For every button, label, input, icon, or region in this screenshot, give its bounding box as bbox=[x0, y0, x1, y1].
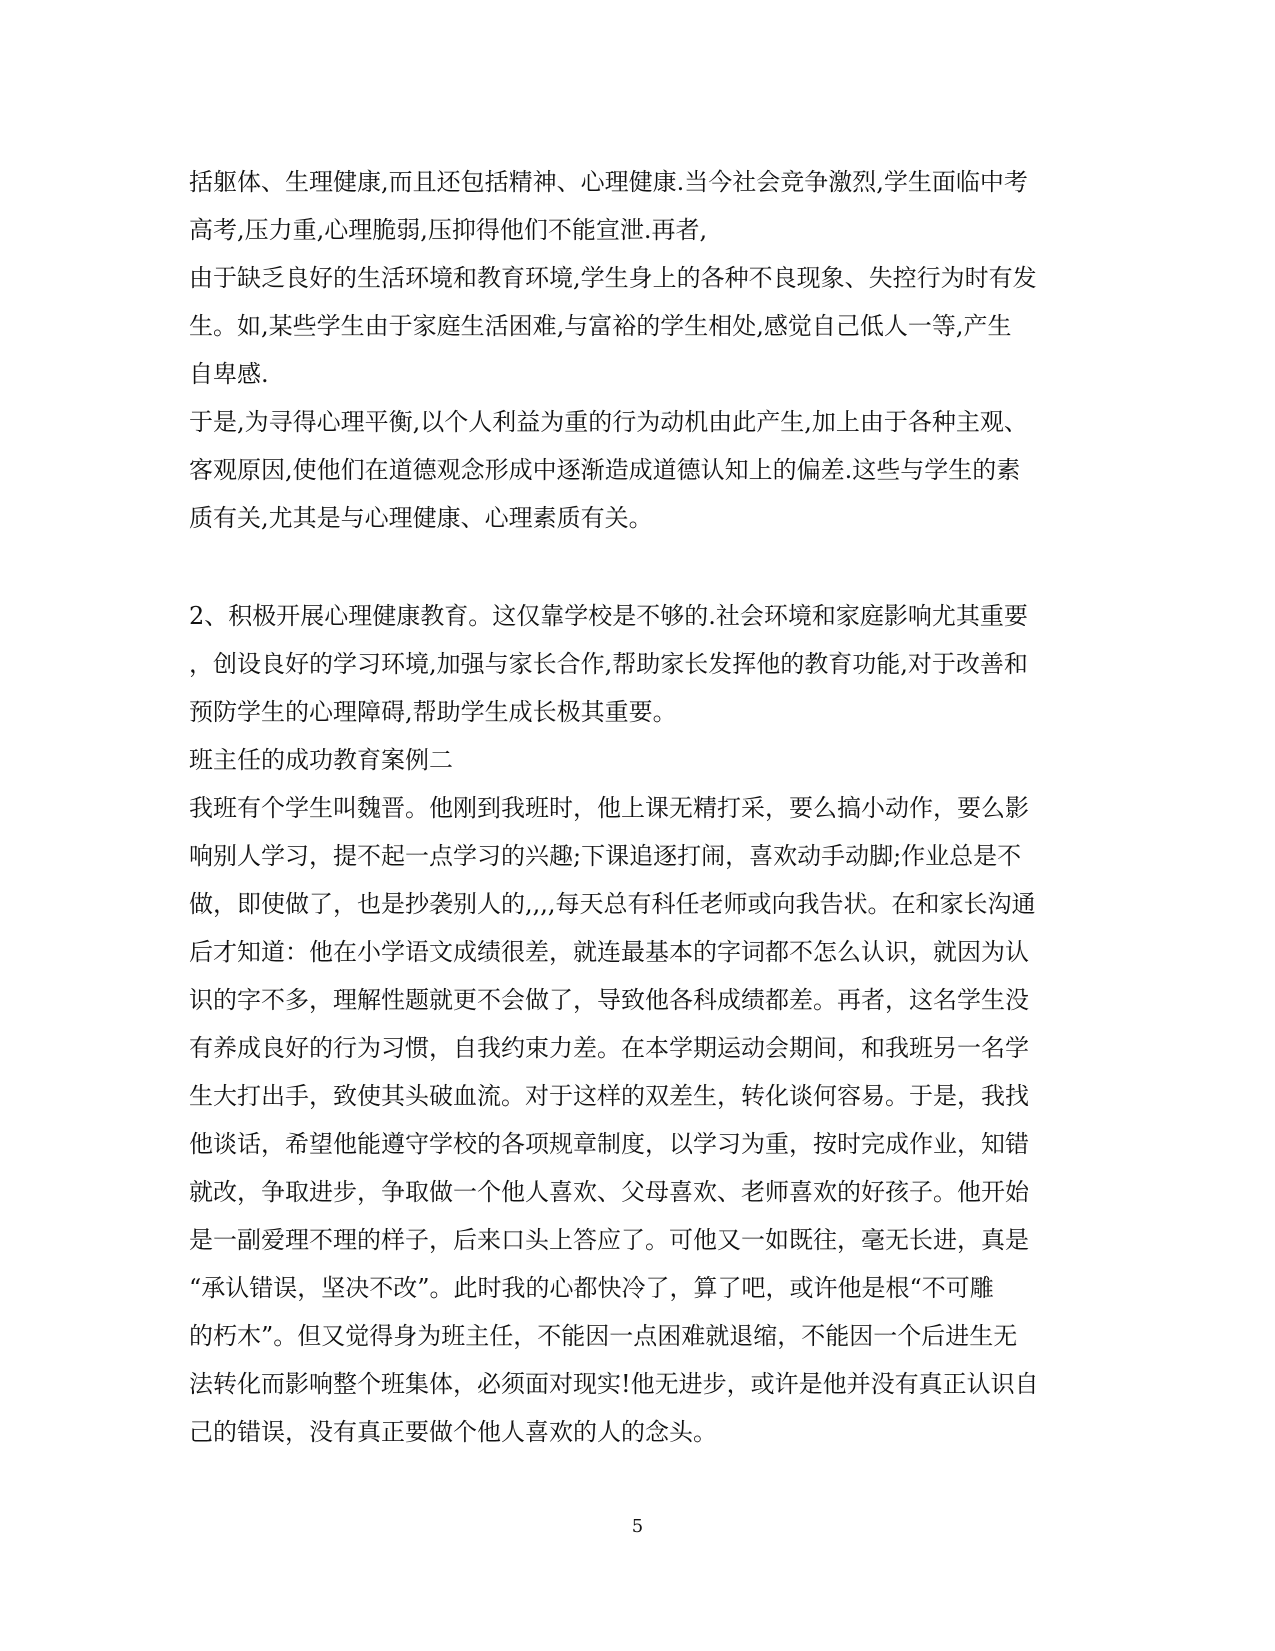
text-block-bottom bbox=[189, 592, 1089, 1456]
text-line: 2、积极开展心理健康教育。这仅靠学校是不够的.社会环境和家庭影响尤其重要 bbox=[189, 602, 1028, 630]
section-heading: 班主任的成功教育案例二 bbox=[189, 746, 453, 774]
text-line: 生大打出手，致使其头破血流。对于这样的双差生，转化谈何容易。于是，我找 bbox=[189, 1082, 1029, 1110]
text-line: 客观原因,使他们在道德观念形成中逐渐造成道德认知上的偏差.这些与学生的素 bbox=[189, 456, 1021, 484]
text-line: ，创设良好的学习环境,加强与家长合作,帮助家长发挥他的教育功能,对于改善和 bbox=[189, 650, 1028, 678]
page-number: 5 bbox=[631, 1516, 644, 1537]
text-line: 就改，争取进步，争取做一个他人喜欢、父母喜欢、老师喜欢的好孩子。他开始 bbox=[189, 1178, 1029, 1206]
text-line: 质有关,尤其是与心理健康、心理素质有关。 bbox=[189, 504, 653, 532]
text-line: 自卑感. bbox=[189, 360, 269, 388]
text-line: 预防学生的心理障碍,帮助学生成长极其重要。 bbox=[189, 698, 677, 726]
text-line: 识的字不多，理解性题就更不会做了，导致他各科成绩都差。再者，这名学生没 bbox=[189, 986, 1029, 1014]
text-line: 响别人学习，提不起一点学习的兴趣;下课追逐打闹，喜欢动手动脚;作业总是不 bbox=[189, 842, 1022, 870]
text-line: 法转化而影响整个班集体，必须面对现实!他无进步，或许是他并没有真正认识自 bbox=[189, 1370, 1039, 1398]
text-line: 他谈话，希望他能遵守学校的各项规章制度，以学习为重，按时完成作业，知错 bbox=[189, 1130, 1029, 1158]
text-line: 于是,为寻得心理平衡,以个人利益为重的行为动机由此产生,加上由于各种主观、 bbox=[189, 408, 1028, 436]
text-line: 我班有个学生叫魏晋。他刚到我班时，他上课无精打采，要么搞小动作，要么影 bbox=[189, 794, 1029, 822]
text-line: 的朽木”。但又觉得身为班主任，不能因一点困难就退缩，不能因一个后进生无 bbox=[189, 1322, 1018, 1350]
text-line: 括躯体、生理健康,而且还包括精神、心理健康.当今社会竞争激烈,学生面临中考 bbox=[189, 168, 1028, 196]
text-line: 己的错误，没有真正要做个他人喜欢的人的念头。 bbox=[189, 1418, 717, 1446]
text-line: 由于缺乏良好的生活环境和教育环境,学生身上的各种不良现象、失控行为时有发 bbox=[189, 264, 1037, 292]
text-line: 生。如,某些学生由于家庭生活困难,与富裕的学生相处,感觉自己低人一等,产生 bbox=[189, 312, 1012, 340]
text-line: 做，即使做了，也是抄袭别人的,,,,每天总有科任老师或向我告状。在和家长沟通 bbox=[189, 890, 1036, 918]
text-block-top bbox=[189, 158, 1089, 542]
text-line: 有养成良好的行为习惯，自我约束力差。在本学期运动会期间，和我班另一名学 bbox=[189, 1034, 1029, 1062]
text-line: “承认错误，坚决不改”。此时我的心都快冷了，算了吧，或许他是根“不可雕 bbox=[189, 1274, 994, 1302]
text-line: 高考,压力重,心理脆弱,压抑得他们不能宣泄.再者, bbox=[189, 216, 708, 244]
text-line: 后才知道：他在小学语文成绩很差，就连最基本的字词都不怎么认识，就因为认 bbox=[189, 938, 1029, 966]
text-line: 是一副爱理不理的样子，后来口头上答应了。可他又一如既往，毫无长进，真是 bbox=[189, 1226, 1029, 1254]
